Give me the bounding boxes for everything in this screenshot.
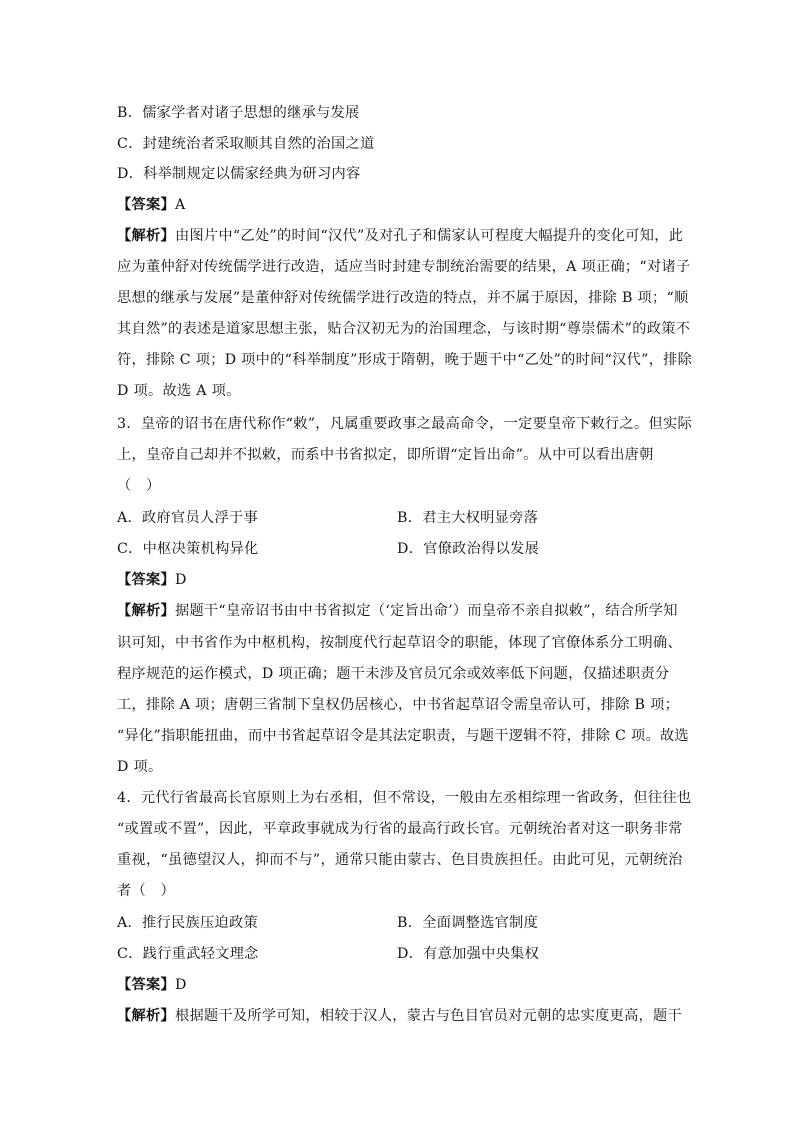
q2-answer [117, 195, 186, 215]
q4-answer [117, 975, 187, 995]
q2-option-c: C．封建统治者采取顺其自然的治国之道 [117, 136, 375, 152]
q3-stem-line: 3．皇帝的诏书在唐代称作“敕”，凡属重要政事之最高命令，一定要皇帝下敕行之。但实际 [117, 416, 692, 432]
q4-analysis-line: 【解析】根据题干及所学可知，相较于汉人，蒙古与色目官员对元朝的忠实度更高，题干 [117, 1008, 683, 1024]
answer-tag: 【答案】 [117, 197, 175, 213]
q3-option-b: B．君主大权明显旁落 [397, 510, 539, 526]
analysis-tag: 【解析】 [117, 228, 175, 244]
q4-stem-line: 者（ ） [117, 883, 175, 899]
q3-option-a: A．政府官员人浮于事 [117, 510, 258, 526]
answer-value: A [174, 197, 186, 213]
q2-option-b: B．儒家学者对诸子思想的继承与发展 [117, 105, 360, 121]
analysis-tag: 【解析】 [117, 603, 175, 619]
q2-option-d: D．科举制规定以儒家经典为研习内容 [117, 166, 361, 182]
q3-stem-line: 上，皇帝自己却并不拟敕，而系中书省拟定，即所谓“定旨出命”。从中可以看出唐朝 [117, 447, 654, 463]
q2-analysis-line: 其自然”的表述是道家思想主张，贴合汉初无为的治国理念，与该时期“尊崇儒术”的政策不 [117, 321, 691, 337]
answer-tag: 【答案】 [117, 572, 175, 588]
q4-option-d: D．有意加强中央集权 [397, 946, 540, 962]
q2-analysis-line: 思想的继承与发展”是董仲舒对传统儒学进行改造的特点，并不属于原因，排除 B 项；“顺 [117, 290, 689, 306]
q3-analysis-line: 工，排除 A 项；唐朝三省制下皇权仍居核心，中书省起草诏令需皇帝认可，排除 B 项； [117, 697, 680, 713]
q3-stem-line: （ ） [117, 478, 161, 494]
q3-analysis-line: D 项。 [117, 759, 163, 775]
q3-option-d: D．官僚政治得以发展 [397, 541, 540, 557]
q3-answer [117, 570, 187, 590]
q4-stem-line: “或置或不置”，因此，平章政事就成为行省的最高行政长官。元朝统治者对这一职务非常 [117, 821, 683, 837]
q4-option-c: C．践行重武轻文理念 [117, 946, 259, 962]
q2-analysis-line: D 项。故选 A 项。 [117, 383, 241, 399]
q3-analysis-line: 识可知，中书省作为中枢机构，按制度代行起草诏令的职能，体现了官僚体系分工明确、 [117, 635, 683, 651]
q4-stem-line: 4．元代行省最高长官原则上为右丞相，但不常设，一般由左丞相综理一省政务，但往往也 [117, 790, 692, 806]
q3-option-c: C．中枢决策机构异化 [117, 541, 259, 557]
answer-value: D [174, 977, 187, 993]
q3-analysis-line: 程序规范的运作模式，D 项正确；题干未涉及官员冗余或效率低下问题，仅描述职责分 [117, 666, 670, 682]
q3-analysis-line: 【解析】据题干“皇帝诏书由中书省拟定（‘定旨出命’）而皇帝不亲自拟敕”，结合所学知 [117, 603, 678, 619]
q2-analysis-line: 【解析】由图片中“乙处”的时间“汉代”及对孔子和儒家认可程度大幅提升的变化可知，此 [117, 228, 684, 244]
answer-value: D [174, 572, 187, 588]
q4-option-b: B．全面调整选官制度 [397, 915, 539, 931]
q4-option-a: A．推行民族压迫政策 [117, 915, 258, 931]
q2-analysis-line: 应为董仲舒对传统儒学进行改造，适应当时封建专制统治需要的结果，A 项正确；“对诸子 [117, 259, 691, 275]
q4-stem-line: 重视，“虽德望汉人，抑而不与”，通常只能由蒙古、色目贵族担任。由此可见，元朝统治 [117, 852, 683, 868]
answer-tag: 【答案】 [117, 977, 175, 993]
q2-analysis-line: 符，排除 C 项；D 项中的“科举制度”形成于隋朝，晚于题干中“乙处”的时间“汉代”，排除 [117, 352, 693, 368]
analysis-tag: 【解析】 [117, 1008, 175, 1024]
q3-analysis-line: “异化”指职能扭曲，而中书省起草诏令是其法定职责，与题干逻辑不符，排除 C 项。故选 [117, 728, 689, 744]
